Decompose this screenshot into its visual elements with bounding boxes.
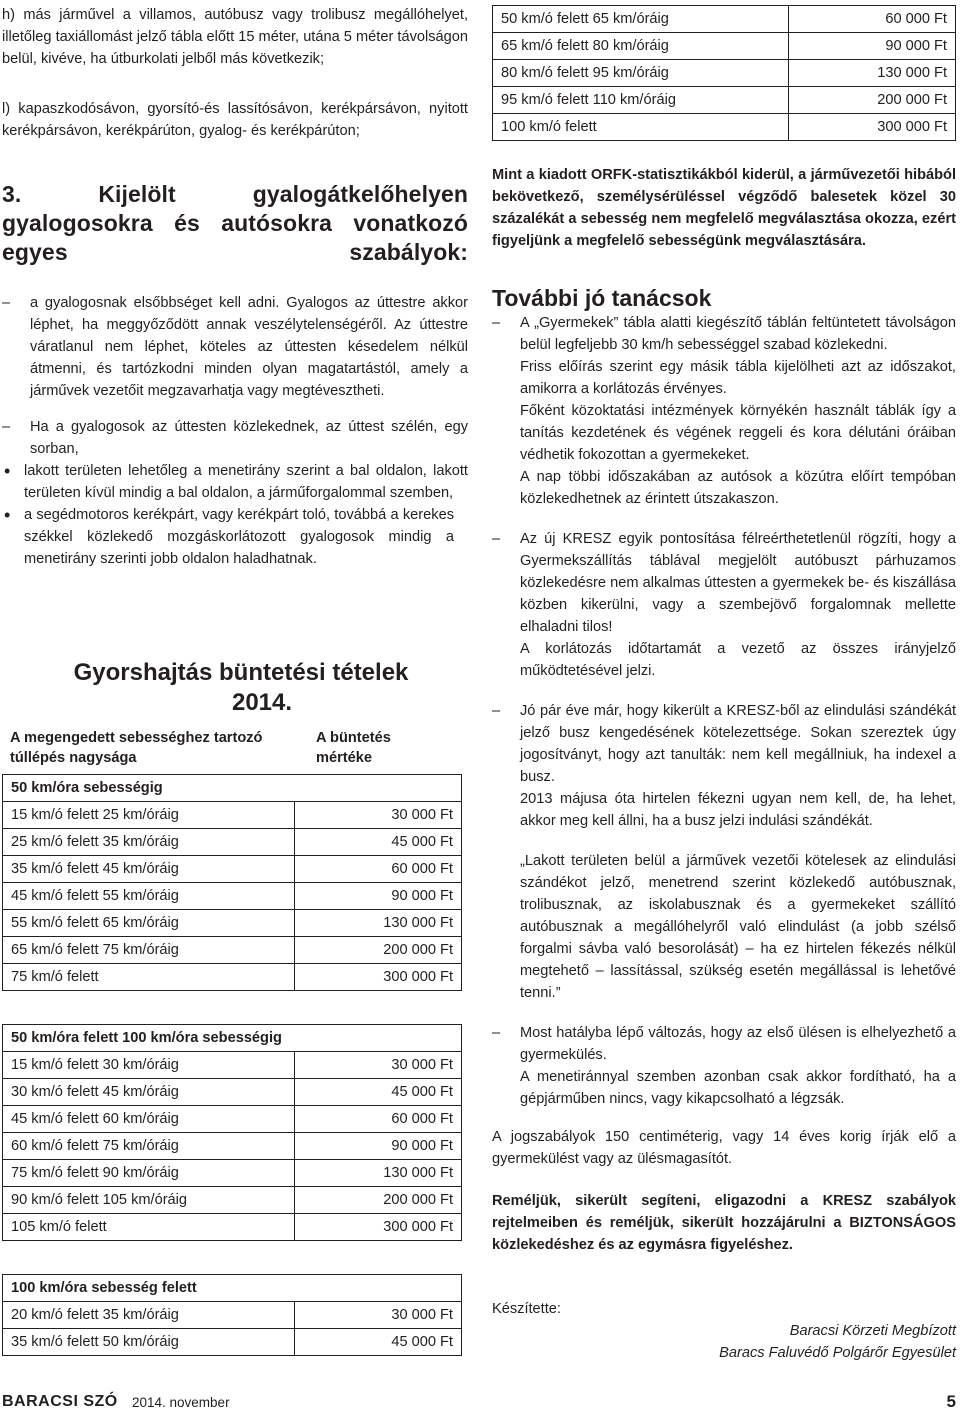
masthead: BARACSI SZÓ [2, 1393, 118, 1410]
tip3-quote: „Lakott területen belül a járművek vezetői kötelesek az elindulási szándékot jelző, menetrend szerint közlekedő autóbusznak, trolibusznak, az iskolabusznak és a gyermekeket szállító autóbusznak a megállóhelyről való elindulást (a jobb szélső forgalmi sávba való besorolását) – ha ez hirtelen fékezés nélkül megtehető – lassítással, szükség esetén megállással is lehetővé tenni.” [520, 853, 956, 1001]
speed-group-header [3, 1025, 462, 1052]
item-h: h) más járművel a villamos, autóbusz vagy trolibusz megállóhelyet, illetőleg taxiállomást jelző tábla előtt 15 méter, utána 5 méter távolságon belül, kivéve, ha útburkolati jelből más következik; [2, 7, 468, 67]
fine-row [3, 1187, 462, 1214]
speed-range-cell: 100 km/ó felett [493, 114, 789, 141]
fine-row [493, 33, 956, 60]
fines-table-group2 [2, 1024, 462, 1241]
fine-amount-cell: 200 000 Ft [789, 87, 956, 114]
speed-range-cell: 25 km/ó felett 35 km/óráig [3, 829, 295, 856]
author-police: Baracsi Körzeti Megbízott [789, 1323, 956, 1339]
issue-date: 2014. november [132, 1395, 230, 1410]
fines-title [2, 658, 468, 718]
fine-row [3, 937, 462, 964]
fine-row [493, 6, 956, 33]
fine-amount-cell: 60 000 Ft [295, 1106, 462, 1133]
speed-group-header [3, 1275, 462, 1302]
speed-group-header [3, 775, 462, 802]
author-credits [492, 1320, 956, 1364]
speed-range-cell: 45 km/ó felett 60 km/óráig [3, 1106, 295, 1133]
speed-range-cell: 35 km/ó felett 50 km/óráig [3, 1329, 295, 1356]
fine-amount-cell: 130 000 Ft [789, 60, 956, 87]
fine-amount-cell: 130 000 Ft [295, 910, 462, 937]
fine-amount-cell: 45 000 Ft [295, 1329, 462, 1356]
fine-amount-cell: 45 000 Ft [295, 829, 462, 856]
speed-range-cell: 50 km/ó felett 65 km/óráig [493, 6, 789, 33]
tip-child-transport-bus [492, 528, 956, 682]
fine-amount-cell: 30 000 Ft [295, 1302, 462, 1329]
speed-range-cell: 65 km/ó felett 75 km/óráig [3, 937, 295, 964]
speed-range-cell: 45 km/ó felett 55 km/óráig [3, 883, 295, 910]
pedestrian-rules [2, 292, 468, 570]
prepared-by-label: Készítette: [492, 1301, 561, 1317]
tip-bus-departure [492, 700, 956, 1004]
fine-row [3, 1160, 462, 1187]
tips-list [492, 312, 956, 1110]
speed-range-cell: 30 km/ó felett 45 km/óráig [3, 1079, 295, 1106]
item-l: l) kapaszkodósávon, gyorsító-és lassítósávon, kerékpársávon, nyitott kerékpársávon, kerékpárúton, gyalog- és kerékpárúton; [2, 101, 468, 139]
fine-row [3, 964, 462, 991]
fine-row [3, 1214, 462, 1241]
page-number: 5 [946, 1392, 956, 1411]
fine-amount-cell: 60 000 Ft [789, 6, 956, 33]
section3-title: 3. Kijelölt gyalogátkelőhelyen gyalogosokra és autósokra vonatkozó egyes szabályok: [2, 181, 468, 265]
header-col-fine: A büntetés mértéke [316, 730, 391, 766]
fine-amount-cell: 30 000 Ft [295, 802, 462, 829]
tip-child-seat [492, 1022, 956, 1110]
fine-amount-cell: 300 000 Ft [295, 1214, 462, 1241]
page-footer [0, 1389, 960, 1419]
fine-amount-cell: 200 000 Ft [295, 1187, 462, 1214]
speed-range-cell: 90 km/ó felett 105 km/óráig [3, 1187, 295, 1214]
fine-amount-cell: 45 000 Ft [295, 1079, 462, 1106]
tip2-indicator: A korlátozás időtartamát a vezető az összes irányjelző működtetésével jelzi. [520, 641, 956, 679]
speed-range-cell: 35 km/ó felett 45 km/óráig [3, 856, 295, 883]
speed-range-cell: 60 km/ó felett 75 km/óráig [3, 1133, 295, 1160]
tip4-text: – Most hatályba lépő változás, hogy az első ülésen is elhelyezhető a gyermekülés. [492, 1022, 956, 1066]
fines-table-group1 [2, 774, 462, 991]
speed-range-cell: 105 km/ó felett [3, 1214, 295, 1241]
fine-amount-cell: 60 000 Ft [295, 856, 462, 883]
fine-row [3, 1079, 462, 1106]
speed-group-label: 50 km/óra sebességig [3, 775, 462, 802]
fine-amount-cell: 90 000 Ft [295, 1133, 462, 1160]
fine-row [493, 114, 956, 141]
closing-statement: Reméljük, sikerült segíteni, eligazodni a KRESZ szabályok rejtelmeiben és reméljük, sikerült hozzájárulni a BIZTONSÁGOS közlekedéshez és az egymásra figyeléshez. [492, 1193, 956, 1253]
speed-range-cell: 65 km/ó felett 80 km/óráig [493, 33, 789, 60]
tip4-airbag: A menetiránnyal szemben azonban csak akkor fordítható, ha a gépjárműben nincs, vagy kikapcsolható a légzsák. [520, 1069, 956, 1107]
tip1-text: – A „Gyermekek” tábla alatti kiegészítő táblán feltüntetett távolságon belül legfeljebb 30 km/h sebességgel szabad közlekedni. [492, 312, 956, 356]
speed-range-cell: 55 km/ó felett 65 km/óráig [3, 910, 295, 937]
tips-title: További jó tanácsok [492, 285, 712, 311]
fine-row [3, 1302, 462, 1329]
fine-row [3, 1133, 462, 1160]
tip3-since-2013: 2013 májusa óta hirtelen fékezni ugyan nem kell, de, ha lehet, akkor meg kell állni, ha a busz jelzi indulási szándékát. [520, 791, 956, 829]
rule-bullet-right-side: • a segédmotoros kerékpárt, vagy kerékpárt toló, továbbá a kerekes székkel közlekedő mozgáskorlátozott gyalogosok mindig a menetirány szerinti jobb oldalon haladhatnak. [4, 504, 468, 570]
speed-group-label: 50 km/óra felett 100 km/óra sebességig [3, 1025, 462, 1052]
tip1-rest-of-day: A nap többi időszakában az autósok a közútra előírt tempóban közlekedhetnek az érintett útszakaszon. [520, 469, 956, 507]
fine-row [3, 856, 462, 883]
child-seat-rule: A jogszabályok 150 centiméterig, vagy 14 éves korig írják elő a gyermekülést vagy az ülésmagasítót. [492, 1129, 956, 1167]
tip3-text: – Jó pár éve már, hogy kikerült a KRESZ-ből az elindulási szándékát jelző busz kengedésének kötelezettsége. Sokan szereztek úgy jogosítványt, hogy azt tanulták: nem kell megállniuk, ha indexel a busz. [492, 700, 956, 788]
speed-group-label: 100 km/óra sebesség felett [3, 1275, 462, 1302]
tip1-schools: Főként közoktatási intézmények környékén használt táblák így a tanítás kezdetének és végének reggeli és kora délutáni óráiban védhetik fokozottan a gyermekeket. [520, 403, 956, 463]
fines-title-line1: Gyorshajtás büntetési tételek [73, 659, 409, 686]
fine-row [3, 1052, 462, 1079]
fine-amount-cell: 90 000 Ft [789, 33, 956, 60]
fines-title-year: 2014. [231, 689, 293, 716]
speed-range-cell: 75 km/ó felett 90 km/óráig [3, 1160, 295, 1187]
fine-amount-cell: 300 000 Ft [789, 114, 956, 141]
rule-walking-on-road: – Ha a gyalogosok az úttesten közlekednek, az úttest szélén, egy sorban, [2, 416, 468, 460]
rule-yield-pedestrian: – a gyalogosnak elsőbbséget kell adni. Gyalogos az úttestre akkor léphet, ha meggyőződött annak veszélytelenségéről. Az úttestre váratlanul nem léphet, köteles az úttesten késedelem nélkül átmenni, és tartózkodni minden olyan magatartástól, amely a járművek vezetőit megzavarhatja vagy megtévesztheti. [2, 292, 468, 402]
fine-amount-cell: 90 000 Ft [295, 883, 462, 910]
fine-row [493, 60, 956, 87]
fine-amount-cell: 130 000 Ft [295, 1160, 462, 1187]
fine-row [3, 1106, 462, 1133]
fine-row [493, 87, 956, 114]
fine-amount-cell: 200 000 Ft [295, 937, 462, 964]
speed-range-cell: 20 km/ó felett 35 km/óráig [3, 1302, 295, 1329]
fine-row [3, 1329, 462, 1356]
speed-range-cell: 75 km/ó felett [3, 964, 295, 991]
rule-bullet-left-side: • lakott területen lehetőleg a menetirány szerint a bal oldalon, lakott területen kívül mindig a bal oldalon, a járműforgalommal szemben, [4, 460, 468, 504]
tip1-period: Friss előírás szerint egy másik tábla kijelölheti azt az időszakot, amikorra a korlátozás érvényes. [520, 359, 956, 397]
fine-amount-cell: 30 000 Ft [295, 1052, 462, 1079]
orfk-statement: Mint a kiadott ORFK-statisztikákból kiderül, a járművezetői hibából bekövetkező, személysérüléssel végződő balesetek közel 30 százalékát a sebesség nem megfelelő megválasztása okozza, ezért figyeljünk a megfelelő sebességünk megválasztására. [492, 167, 956, 249]
speed-range-cell: 95 km/ó felett 110 km/óráig [493, 87, 789, 114]
header-col-overrun: A megengedett sebességhez tartozó túllépés nagysága [10, 730, 263, 766]
speed-range-cell: 15 km/ó felett 30 km/óráig [3, 1052, 295, 1079]
author-civil-guard: Baracs Faluvédő Polgárőr Egyesület [719, 1345, 956, 1361]
fine-row [3, 802, 462, 829]
fine-row [3, 910, 462, 937]
fine-row [3, 829, 462, 856]
fine-row [3, 883, 462, 910]
speed-range-cell: 15 km/ó felett 25 km/óráig [3, 802, 295, 829]
fines-table-group3-continued [492, 5, 956, 141]
tip-children-sign [492, 312, 956, 510]
fine-amount-cell: 300 000 Ft [295, 964, 462, 991]
speed-range-cell: 80 km/ó felett 95 km/óráig [493, 60, 789, 87]
fines-table-group3 [2, 1274, 462, 1356]
tip2-text: – Az új KRESZ egyik pontosítása félreérthetetlenül rögzíti, hogy a Gyermekszállítás táblával megjelölt autóbuszt párhuzamos közlekedésre nem alkalmas úttesten a gyermekek be- és kiszállása közben kikerülni, vagy a szembejövő forgalomnak mellette elhaladni tilos! [492, 528, 956, 638]
